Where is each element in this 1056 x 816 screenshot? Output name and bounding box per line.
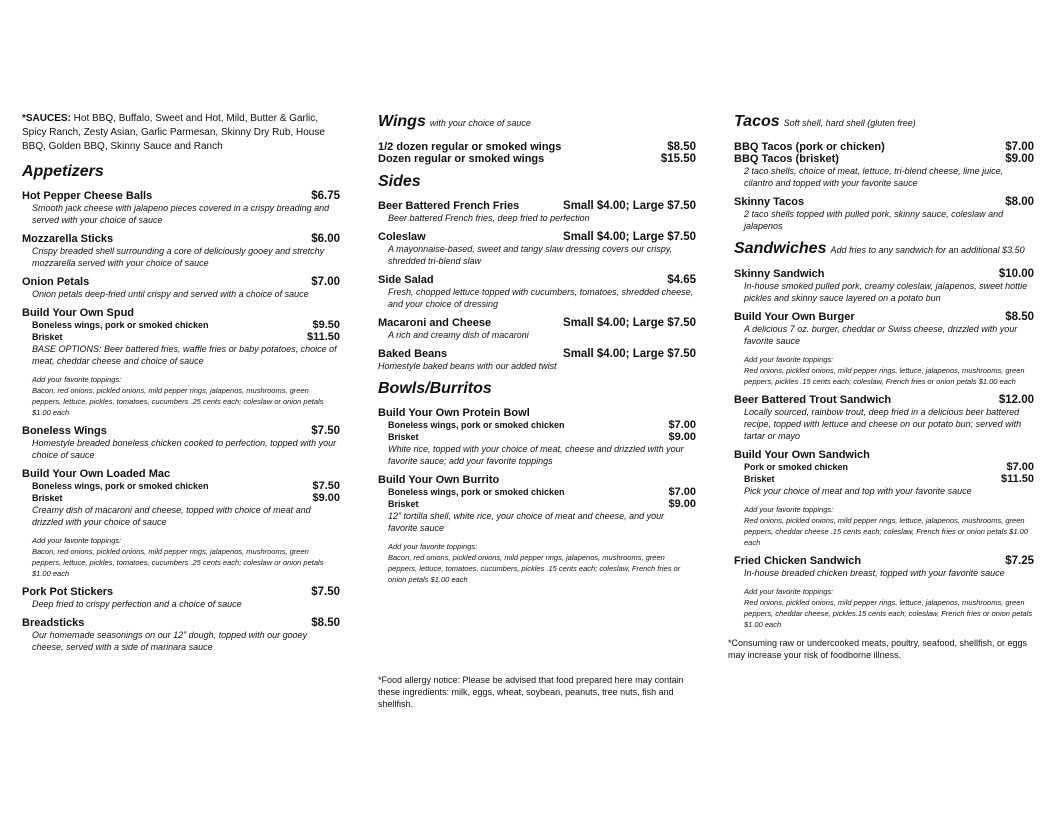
item-description: Homestyle baked beans with our added twist <box>378 361 557 371</box>
option-name: Brisket <box>32 493 63 503</box>
item-price: $15.50 <box>660 153 696 165</box>
menu-column-right <box>728 112 1034 661</box>
menu-item <box>378 474 696 585</box>
option-price: $7.00 <box>1006 461 1034 473</box>
item-description: Fresh, chopped lettuce topped with cucumbers, tomatoes, shredded cheese, and your choice of dressing <box>388 287 694 309</box>
item-price: $8.00 <box>1005 196 1034 208</box>
option-price: $9.00 <box>312 492 340 504</box>
item-price: $7.50 <box>311 586 340 598</box>
item-description: Locally sourced, rainbow trout, deep fried in a delicious beer battered recipe, topped with lettuce and cheese on our potato bun; served with tartar or mayo <box>744 407 1022 441</box>
section-title: Tacos <box>734 113 780 130</box>
menu-item <box>378 317 696 341</box>
section-title: Appetizers <box>22 163 104 180</box>
sandwiches-heading <box>734 239 1034 260</box>
item-description: Crispy breaded shell surrounding a core of deliciously gooey and stretchy mozzarella served with your choice of sauce <box>32 246 325 268</box>
option-price: $9.00 <box>668 498 696 510</box>
menu-item <box>22 190 340 226</box>
item-description: Creamy dish of macaroni and cheese, topped with choice of meat and drizzled with your choice of sauce <box>32 505 311 527</box>
sides-heading <box>378 172 696 192</box>
menu-item <box>22 586 340 610</box>
item-description: A delicious 7 oz. burger, cheddar or Swiss cheese, drizzled with your favorite sauce <box>744 324 1018 346</box>
section-subtitle: with your choice of sauce <box>429 118 531 128</box>
item-name: Pork Pot Stickers <box>22 586 114 598</box>
menu-item <box>734 311 1034 387</box>
item-name: Breadsticks <box>22 617 85 629</box>
item-price: $6.75 <box>311 190 340 202</box>
sauces-note: *SAUCES: Hot BBQ, Buffalo, Sweet and Hot, Mild, Butter & Garlic, Spicy Ranch, Zesty Asian, Garlic Parmesan, Skinny Dry Rub, House BBQ, Golden BBQ, Skinny Sauce and Ranch <box>22 113 325 152</box>
item-name: BBQ Tacos (brisket) <box>734 153 839 165</box>
item-description: Our homemade seasonings on our 12” dough, topped with our gooey cheese, served with a side of marinara sauce <box>32 630 308 652</box>
menu-item <box>378 141 696 153</box>
allergy-notice: *Food allergy notice: Please be advised that food prepared here may contain these ingredients: milk, eggs, wheat, soybean, peanuts, tree nuts, fish and shellfish. <box>378 675 684 709</box>
item-description: Homestyle breaded boneless chicken cooked to perfection, topped with your choice of sauce <box>32 438 337 460</box>
item-description: A mayonnaise-based, sweet and tangy slaw dressing covers our crispy, shredded tri-blend slaw <box>388 244 673 266</box>
item-description: 2 taco shells topped with pulled pork, skinny sauce, coleslaw and jalapenos <box>744 209 1004 231</box>
item-price: $7.00 <box>1005 141 1034 153</box>
tacos-heading <box>734 112 1034 133</box>
menu-item <box>22 617 340 653</box>
toppings-note: Add your favorite toppings: Bacon, red onions, pickled onions, mild pepper rings, jalapenos, mushrooms, green peppers, lettuce, pickles, tomatoes, cucumbers .25 cents each; coleslaw or onion petals $1.00 each <box>32 536 324 578</box>
appetizers-heading <box>22 162 340 182</box>
section-title: Sandwiches <box>734 240 827 257</box>
item-name: Onion Petals <box>22 276 90 288</box>
item-description: In-house smoked pulled pork, creamy coleslaw, jalapenos, sweet hottie pickles and skinny sauce layered on a potato bun <box>744 281 1028 303</box>
item-name: Build Your Own Protein Bowl <box>378 407 530 419</box>
menu-item <box>734 153 1034 189</box>
wings-heading <box>378 112 696 133</box>
toppings-note: Add your favorite toppings: Red onions, pickled onions, mild pepper rings, lettuce, jalapenos, mushrooms, green peppers, pickles .15 cents each; coleslaw, French fries or onion petals $1.00 each <box>744 355 1025 386</box>
item-name: Hot Pepper Cheese Balls <box>22 190 153 202</box>
item-price: $7.50 <box>311 425 340 437</box>
menu-item <box>22 468 340 579</box>
item-name: Fried Chicken Sandwich <box>734 555 862 567</box>
item-price: $8.50 <box>1005 311 1034 323</box>
menu-item <box>734 555 1034 630</box>
item-name: Coleslaw <box>378 231 426 243</box>
item-name: Mozzarella Sticks <box>22 233 114 245</box>
item-price: Small $4.00; Large $7.50 <box>563 348 696 360</box>
item-name: Build Your Own Loaded Mac <box>22 468 171 480</box>
item-price: $7.25 <box>1005 555 1034 567</box>
menu-item <box>734 394 1034 442</box>
item-name: Skinny Tacos <box>734 196 805 208</box>
section-title: Wings <box>378 113 426 130</box>
menu-item <box>378 153 696 165</box>
item-name: Beer Battered French Fries <box>378 200 520 212</box>
menu-item <box>22 276 340 300</box>
item-price: Small $4.00; Large $7.50 <box>563 317 696 329</box>
item-name: Macaroni and Cheese <box>378 317 492 329</box>
item-description: A rich and creamy dish of macaroni <box>388 330 529 340</box>
menu-item <box>378 348 696 372</box>
item-name: Dozen regular or smoked wings <box>378 153 545 165</box>
item-description: White rice, topped with your choice of meat, cheese and drizzled with your favorite sauce; add your favorite toppings <box>388 444 684 466</box>
section-subtitle: Soft shell, hard shell (gluten free) <box>783 118 916 128</box>
menu-item <box>734 449 1034 548</box>
item-description: Onion petals deep-fried until crispy and served with a choice of sauce <box>32 289 309 299</box>
option-name: Boneless wings, pork or smoked chicken <box>32 320 209 330</box>
item-name: Build Your Own Burrito <box>378 474 500 486</box>
menu-item <box>22 307 340 418</box>
option-name: Boneless wings, pork or smoked chicken <box>388 487 565 497</box>
item-name: 1/2 dozen regular or smoked wings <box>378 141 562 153</box>
bowls-heading <box>378 379 696 399</box>
item-description: BASE OPTIONS: Beer battered fries, waffle fries or baby potatoes, choice of meat, cheddar cheese and choice of sauce <box>32 344 337 366</box>
menu-item <box>734 141 1034 153</box>
item-price: $10.00 <box>998 268 1034 280</box>
menu-item <box>22 233 340 269</box>
item-price: $9.00 <box>1005 153 1034 165</box>
option-price: $9.50 <box>312 319 340 331</box>
item-description: Pick your choice of meat and top with your favorite sauce <box>744 486 972 496</box>
option-name: Brisket <box>32 332 63 342</box>
item-name: Build Your Own Sandwich <box>734 449 870 461</box>
option-name: Boneless wings, pork or smoked chicken <box>388 420 565 430</box>
toppings-note: Add your favorite toppings: Bacon, red onions, pickled onions, mild pepper rings, jalapenos, mushrooms, green peppers, lettuce, tomatoes, cucumbers, pickles .15 cents each; coleslaw, French fries or onion petals $1.00 each <box>388 542 681 584</box>
item-name: Build Your Own Burger <box>734 311 855 323</box>
item-description: Smooth jack cheese with jalapeno pieces covered in a crispy breading and served with your choice of sauce <box>32 203 330 225</box>
item-price: $4.65 <box>667 274 696 286</box>
item-description: 12” tortilla shell, white rice, your choice of meat and cheese, and your favorite sauce <box>388 511 665 533</box>
item-price: $7.00 <box>311 276 340 288</box>
menu-item <box>22 425 340 461</box>
item-description: 2 taco shells, choice of meat, lettuce, tri-blend cheese, lime juice, cilantro and topped with your favorite sauce <box>744 166 1004 188</box>
menu-item <box>378 231 696 267</box>
option-name: Pork or smoked chicken <box>744 462 849 472</box>
item-name: Boneless Wings <box>22 425 107 437</box>
raw-food-notice: *Consuming raw or undercooked meats, poultry, seafood, shellfish, or eggs may increase your risk of foodborne illness. <box>728 638 1027 660</box>
menu-item <box>734 196 1034 232</box>
option-name: Brisket <box>388 499 419 509</box>
item-price: $6.00 <box>311 233 340 245</box>
section-title: Sides <box>378 173 421 190</box>
menu-item <box>734 268 1034 304</box>
item-price: $8.50 <box>311 617 340 629</box>
section-subtitle: Add fries to any sandwich for an additional $3.50 <box>830 245 1025 255</box>
menu-column-left <box>22 112 340 660</box>
item-name: BBQ Tacos (pork or chicken) <box>734 141 885 153</box>
option-price: $7.00 <box>668 419 696 431</box>
toppings-note: Add your favorite toppings: Red onions, pickled onions, mild pepper rings, lettuce, jalapenos, mushrooms, green peppers, cheddar cheese, pickles.15 cents each; coleslaw, French fries or onion petals $1.00 each <box>744 587 1033 629</box>
menu-column-middle <box>378 112 696 709</box>
item-name: Baked Beans <box>378 348 448 360</box>
item-price: $8.50 <box>667 141 696 153</box>
menu-item <box>378 407 696 467</box>
option-price: $11.50 <box>306 331 340 343</box>
option-price: $7.50 <box>312 480 340 492</box>
item-name: Side Salad <box>378 274 434 286</box>
item-description: Beer battered French fries, deep fried to perfection <box>388 213 590 223</box>
item-name: Skinny Sandwich <box>734 268 825 280</box>
item-name: Build Your Own Spud <box>22 307 135 319</box>
item-price: Small $4.00; Large $7.50 <box>563 200 696 212</box>
toppings-note: Add your favorite toppings: Bacon, red onions, pickled onions, mild pepper rings, jalapenos, mushrooms, green peppers, lettuce, pickles, tomatoes, cucumbers .25 cents each; coleslaw or onion petals $1.00 each <box>32 375 324 417</box>
item-description: In-house breaded chicken breast, topped with your favorite sauce <box>744 568 1005 578</box>
option-price: $7.00 <box>668 486 696 498</box>
option-name: Brisket <box>388 432 419 442</box>
option-price: $11.50 <box>1000 473 1034 485</box>
option-price: $9.00 <box>668 431 696 443</box>
option-name: Brisket <box>744 474 775 484</box>
menu-item <box>378 200 696 224</box>
item-description: Deep fried to crispy perfection and a choice of sauce <box>32 599 242 609</box>
option-name: Boneless wings, pork or smoked chicken <box>32 481 209 491</box>
item-name: Beer Battered Trout Sandwich <box>734 394 892 406</box>
section-title: Bowls/Burritos <box>378 380 492 397</box>
toppings-note: Add your favorite toppings: Red onions, pickled onions, mild pepper rings, lettuce, jalapenos, mushrooms, green peppers, cheddar cheese .15 cents each; coleslaw, French fries or onion petals $1.00 each <box>744 505 1028 547</box>
item-price: $12.00 <box>998 394 1034 406</box>
menu-item <box>378 274 696 310</box>
item-price: Small $4.00; Large $7.50 <box>563 231 696 243</box>
